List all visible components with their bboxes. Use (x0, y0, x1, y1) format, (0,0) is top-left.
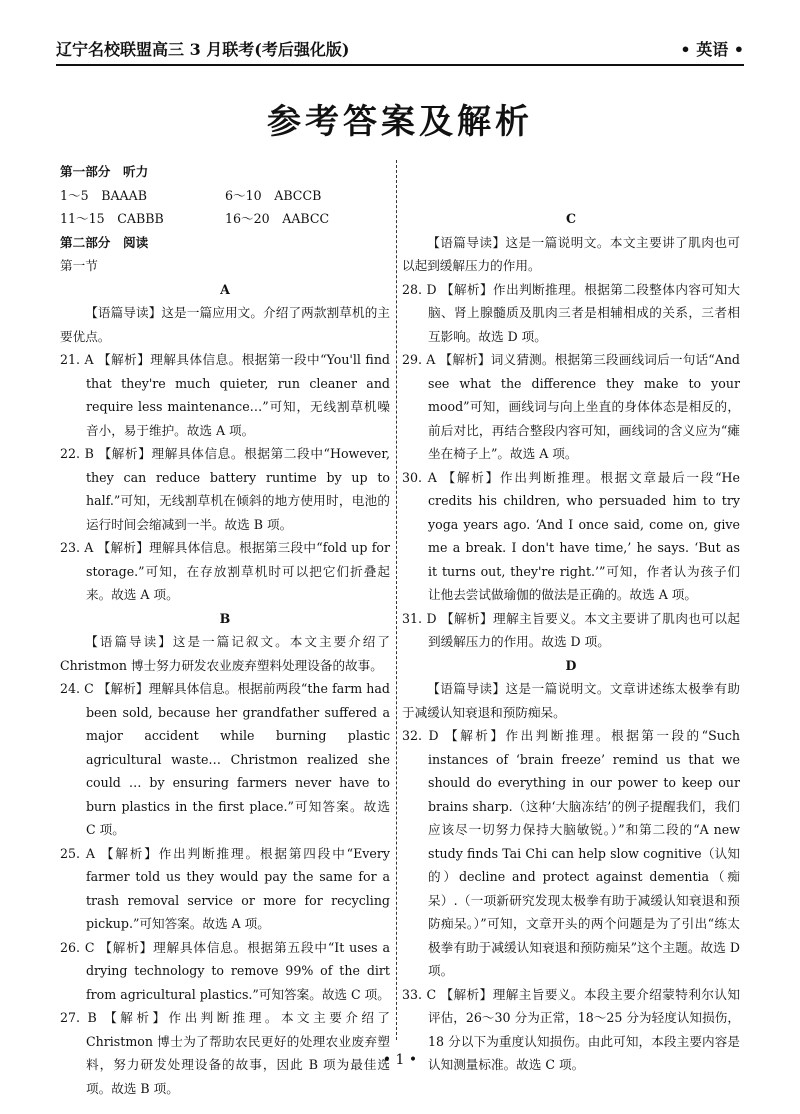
section-2-heading: 第二部分 阅读 (60, 234, 149, 250)
passage-a-guide: 【语篇导读】这是一篇应用文。介绍了两款割草机的主要优点。 (60, 305, 390, 344)
section-1-heading: 第一部分 听力 (60, 164, 149, 179)
answer-cell: 6～10 ABCCB (225, 187, 322, 203)
exam-title: 辽宁名校联盟高三 3 月联考(考后强化版) (56, 40, 350, 59)
answer-item: 21. A 【解析】理解具体信息。根据第一段中“You'll find that they're much quieter, run cleaner and require less maintenance…”可知，无线割草机噪音小，易于维护。故选 A 项。 (60, 352, 390, 438)
answer-item: 28. D 【解析】作出判断推理。根据第二段整体内容可知大脑、肾上腺髓质及肌肉三者是相辅相成的关系，三者相互影响。故选 D 项。 (402, 281, 740, 344)
answer-item: 22. B 【解析】理解具体信息。根据第二段中“However, they can reduce battery runtime by up to half.”可知，无线割草机在倾斜的地方使用时，电池的运行时间会缩减到一半。故选 B 项。 (60, 446, 390, 532)
answer-item: 32. D 【解析】作出判断推理。根据第一段的“Such instances of ‘brain freeze’ remind us that we should do everything in our power to keep our brains sharp.（这种‘大脑冻结’的例子提醒我们，我们应该尽一切努力保持大脑敏锐。）”和第二段的“A new study finds Tai Chi can help slow cognitive（认知的）decline and protect against dementia（痴呆）.（一项新研究发现太极拳有助于减缓认知衰退和预防痴呆。）”可知，文章开头的两个问题是为了引出“练太极拳有助于减缓认知衰退和预防痴呆”这个主题。故选 D 项。 (402, 728, 740, 978)
answer-item: 25. A 【解析】作出判断推理。根据第四段中“Every farmer told us they would pay the same for a trash removal service or more for recycling pickup.”可知答案。故选 A 项。 (60, 845, 390, 931)
answer-row (60, 184, 390, 208)
passage-c-guide: 【语篇导读】这是一篇说明文。本文主要讲了肌肉也可以起到缓解压力的作用。 (402, 234, 740, 273)
passage-d-letter: D (565, 657, 577, 673)
answer-cell: 1～5 BAAAB (60, 187, 148, 203)
page-number: • 1 • (382, 1052, 418, 1068)
page-header (56, 36, 744, 66)
column-divider (396, 160, 397, 1040)
passage-b-letter: B (219, 610, 231, 626)
right-column (402, 160, 740, 1077)
answer-item: 27. B 【解析】作出判断推理。本文主要介绍了 Christmon 博士为了帮助农民更好的处理农业废弃塑料，努力研发处理设备的故事，因此 B 项为最佳选项。故选 B 项。 (60, 1010, 390, 1096)
answer-cell: 11～15 CABBB (60, 211, 164, 226)
answer-item: 30. A 【解析】作出判断推理。根据文章最后一段“He credits his children, who persuaded him to try yoga years ago. ‘And I once said, come on, give me a break. I don't have time,’ he says. ‘But as it turns out, they're right.’”可知，作者认为孩子们让他去尝试做瑜伽的做法是正确的。故选 A 项。 (402, 469, 740, 602)
answer-item: 31. D 【解析】理解主旨要义。本文主要讲了肌肉也可以起到缓解压力的作用。故选 D 项。 (402, 610, 740, 649)
answer-row (60, 207, 390, 231)
answer-item: 26. C 【解析】理解具体信息。根据第五段中“It uses a drying technology to remove 99% of the dirt from agricultural plastics.”可知答案。故选 C 项。 (60, 939, 390, 1002)
passage-a-letter: A (220, 281, 230, 297)
subject-label: • 英语 • (680, 40, 744, 59)
passage-c-letter: C (565, 211, 577, 226)
passage-b-guide: 【语篇导读】这是一篇记叙文。本文主要介绍了 Christmon 博士努力研发农业废弃塑料处理设备的故事。 (60, 634, 390, 673)
answer-cell: 16～20 AABCC (225, 211, 330, 226)
passage-d-guide: 【语篇导读】这是一篇说明文。文章讲述练太极拳有助于减缓认知衰退和预防痴呆。 (402, 681, 740, 720)
answer-item: 24. C 【解析】理解具体信息。根据前两段“the farm had been sold, because her grandfather suffered a major accident while burning plastic agricultural waste… Christmon realized she could … by ensuring farmers never have to burn plastics in the first place.”可知答案。故选 C 项。 (60, 681, 390, 837)
answer-item: 23. A 【解析】理解具体信息。根据第三段中“fold up for storage.”可知，在存放割草机时可以把它们折叠起来。故选 A 项。 (60, 540, 390, 602)
answer-item: 33. C 【解析】理解主旨要义。本段主要介绍蒙特利尔认知评估，26～30 分为正常，18～25 分为轻度认知损伤，18 分以下为重度认知损伤。由此可知，本段主要内容是认知测量标准。故选 C 项。 (402, 986, 740, 1072)
subsection-label: 第一节 (60, 258, 98, 273)
left-column (60, 160, 390, 1096)
answer-item: 29. A 【解析】词义猜测。根据第三段画线词后一句话“And see what the difference they make to your mood”可知，画线词与向上坐直的身体体态是相反的，前后对比，再结合整段内容可知，画线词的含义应为“瘫坐在椅子上”。故选 A 项。 (402, 352, 740, 461)
page-title: 参考答案及解析 (267, 102, 533, 142)
